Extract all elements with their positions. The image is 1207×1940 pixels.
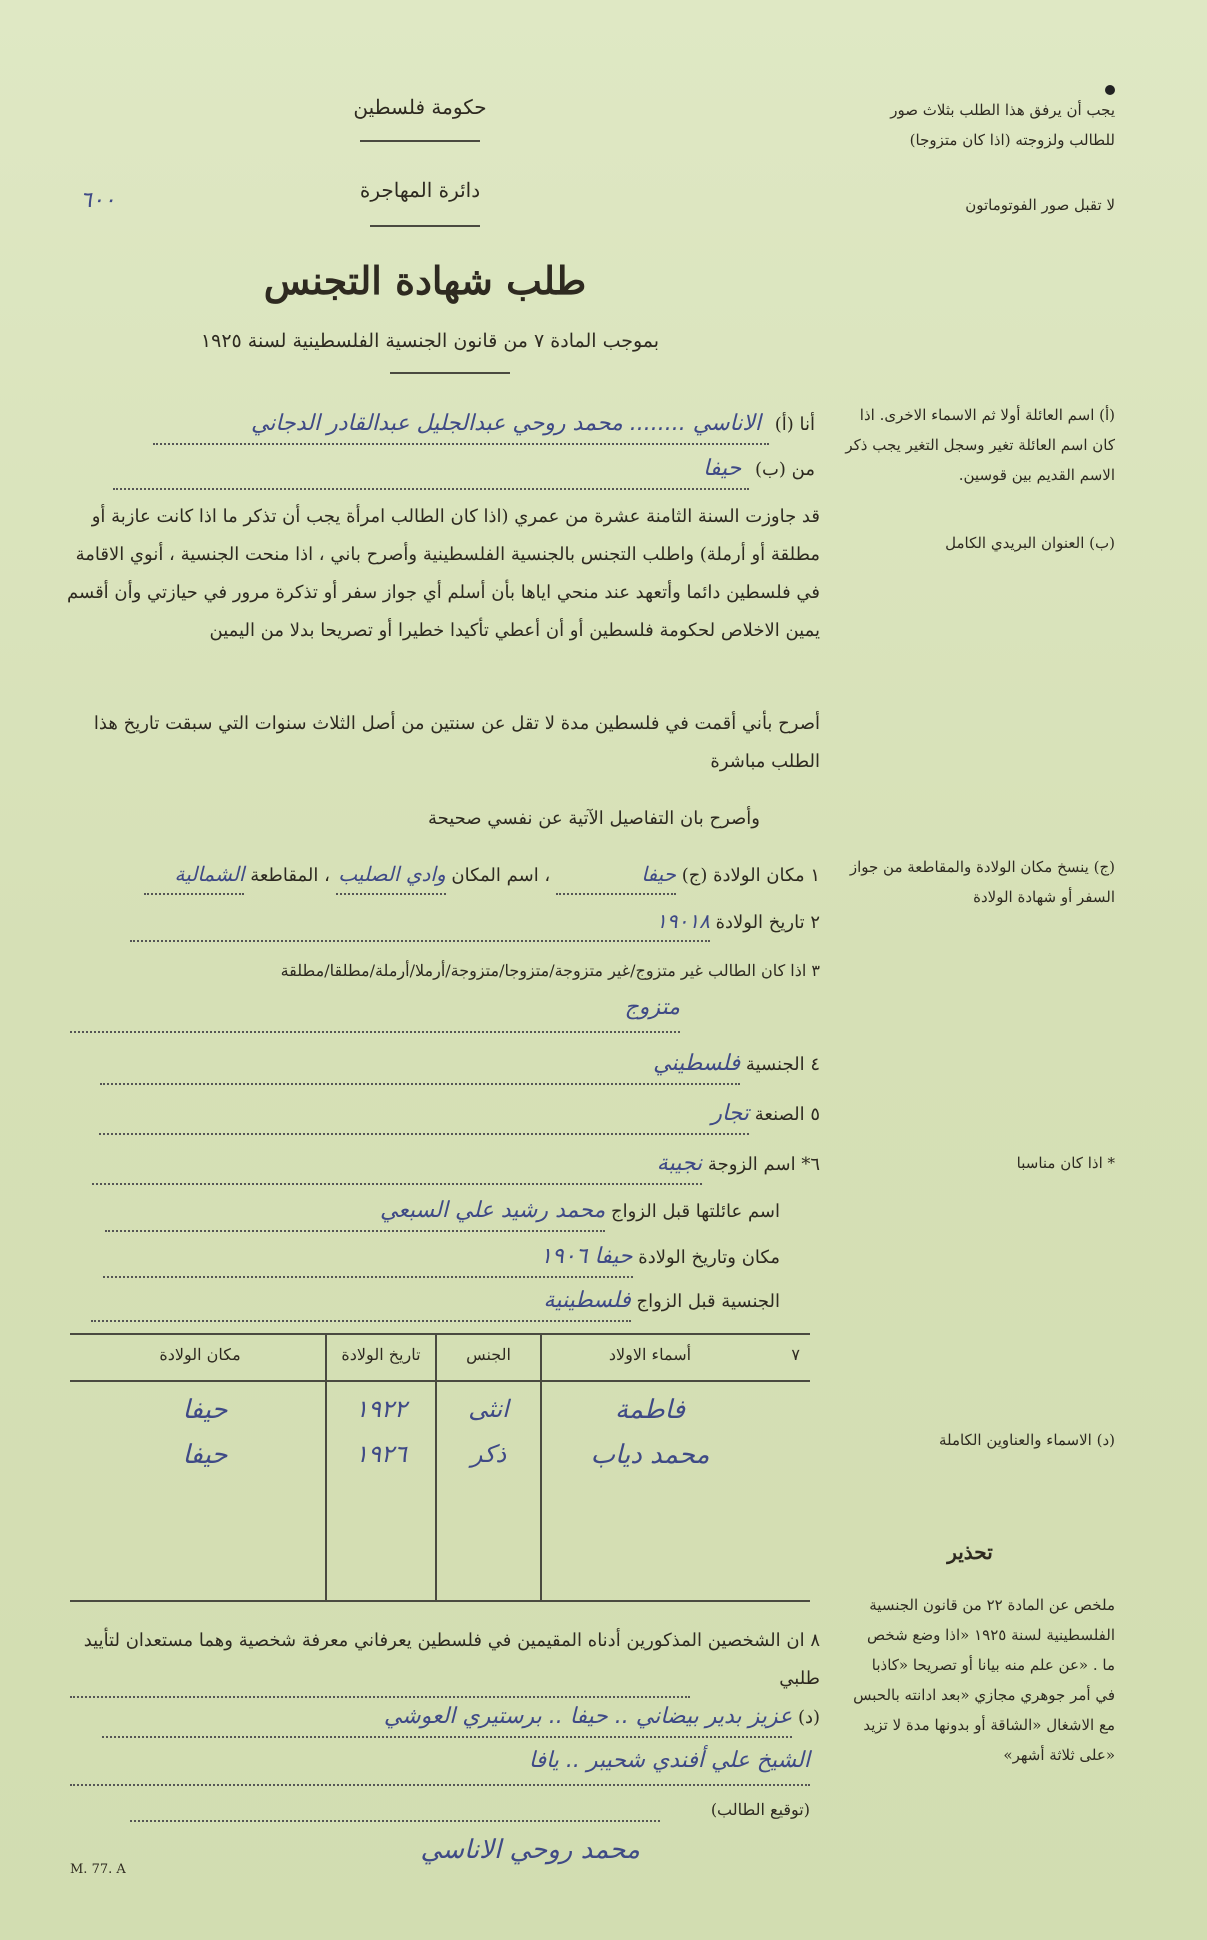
address-row [70, 450, 815, 488]
wife-name-row [60, 1145, 820, 1183]
child-sex: ذكر [470, 1440, 507, 1468]
marital-status-label: ٣ اذا كان الطالب غير متزوج/غير متزوجة/متزوجا/متزوجة/أرملا/أرملة/مطلقا/مطلقة [280, 961, 820, 980]
occupation-row [60, 1095, 820, 1133]
table-bottom-border [70, 1600, 810, 1602]
note-d: (د) الاسماء والعناوين الكاملة [938, 1431, 1115, 1449]
note-star: * اذا كان مناسبا [1016, 1154, 1115, 1172]
wife-birth-field[interactable]: حيفا ١٩٠٦ [103, 1238, 633, 1278]
birthdate-label: ٢ تاريخ الولادة [715, 912, 820, 933]
applicant-name-field[interactable]: الاناسي ........ محمد روحي عبدالجليل عبدالقادر الدجاني [153, 405, 769, 445]
place-name-label: ، اسم المكان [451, 865, 551, 886]
divider [370, 225, 480, 227]
reference-1-field[interactable]: عزيز بدير بيضاني .. حيفا .. برستيري العوشي [102, 1698, 792, 1738]
applicant-name-row [70, 405, 815, 443]
dotted-line [70, 1680, 690, 1698]
reference-label: (د) [797, 1707, 820, 1728]
col-birthplace: مكان الولادة [159, 1345, 241, 1364]
child-birthplace: حيفا [182, 1440, 228, 1470]
department-heading: دائرة المهاجرة [359, 178, 481, 202]
child-birthdate: ١٩٢٦ [355, 1440, 407, 1468]
col-children-names: أسماء الاولاد [608, 1345, 692, 1364]
residence-declaration: أصرح بأني أقمت في فلسطين مدة لا تقل عن سنتين من أصل الثلاث سنوات التي سبقت تاريخ هذا الطلب مباشرة [93, 713, 820, 772]
occupation-field[interactable]: تجار [99, 1095, 749, 1135]
page-subtitle: بموجب المادة ٧ من قانون الجنسية الفلسطينية لسنة ١٩٢٥ [200, 330, 660, 352]
nationality-field[interactable]: فلسطيني [100, 1045, 740, 1085]
signature-label: (توقيع الطالب) [710, 1800, 810, 1819]
reference-row-1 [60, 1698, 820, 1738]
wife-name-field[interactable]: نجيبة [92, 1145, 702, 1185]
nationality-row [60, 1045, 820, 1083]
child-birthdate: ١٩٢٢ [355, 1395, 407, 1423]
reference-2-field[interactable]: الشيخ علي أفندي شحيبر .. يافا [70, 1748, 810, 1786]
district-field[interactable]: الشمالية [144, 855, 244, 895]
col-birthdate: تاريخ الولادة [341, 1345, 421, 1364]
maiden-name-row [60, 1192, 780, 1230]
maiden-name-field[interactable]: محمد رشيد علي السبعي [105, 1192, 605, 1232]
place-name-field[interactable]: وادي الصليب [336, 855, 446, 895]
warning-body: ملخص عن المادة ٢٢ من قانون الجنسية الفلسطينية لسنة ١٩٢٥ «اذا وضع شخص ما . «عن علم منه بيانا أو تصريحا «كاذبا في أمر جوهري مجازي «بعد ادانته بالحبس مع الاشغال «الشاقة أو بدونها مدة لا تزيد «على ثلاثة أشهر» [853, 1596, 1115, 1764]
note-b: (ب) العنوان البريدي الكامل [945, 534, 1115, 552]
marital-status-field[interactable]: متزوج [70, 995, 680, 1033]
nationality-label: ٤ الجنسية [745, 1054, 820, 1075]
district-label: ، المقاطعة [250, 865, 330, 886]
government-heading: حكومة فلسطين [353, 95, 487, 119]
signature-line [130, 1800, 660, 1822]
details-declaration: وأصرح بان التفاصيل الآتية عن نفسي صحيحة [427, 808, 760, 829]
applicant-signature: محمد روحي الاناسي [420, 1835, 640, 1865]
q7-label: ٧ [791, 1345, 800, 1364]
child-name: محمد دياب [590, 1440, 710, 1470]
warning-title: تحذير [947, 1540, 993, 1564]
address-label: من (ب) [754, 459, 815, 480]
applicant-name-label: أنا (أ) [774, 414, 815, 435]
occupation-label: ٥ الصنعة [754, 1104, 820, 1125]
child-sex: انثى [468, 1395, 509, 1423]
references-declaration: ٨ ان الشخصين المذكورين أدناه المقيمين في فلسطين يعرفاني معرفة شخصية وهما مستعدان لتأييد طلبي [83, 1630, 820, 1689]
note-a: (أ) اسم العائلة أولا ثم الاسماء الاخرى. اذا كان اسم العائلة تغير وسجل التغير يجب ذكر الاسم القديم بين قوسين. [845, 406, 1115, 484]
address-field[interactable]: حيفا [113, 450, 749, 490]
maiden-name-label: اسم عائلتها قبل الزواج [610, 1201, 780, 1222]
divider [390, 372, 510, 374]
photo-note: يجب أن يرفق هذا الطلب بثلاث صور للطالب ولزوجته (اذا كان متزوجا) [890, 101, 1115, 149]
wife-nationality-label: الجنسية قبل الزواج [636, 1291, 780, 1312]
col-sex: الجنس [466, 1345, 511, 1364]
table-col-divider [540, 1333, 542, 1600]
wife-birth-label: مكان وتاريخ الولادة [638, 1247, 780, 1268]
table-header-border [70, 1380, 810, 1382]
photo-restriction: لا تقبل صور الفوتوماتون [965, 196, 1115, 214]
wife-nationality-field[interactable]: فلسطينية [91, 1282, 631, 1322]
wife-birth-row [60, 1238, 780, 1276]
form-code: M. 77. A [70, 1862, 126, 1877]
birthplace-row [60, 855, 820, 893]
bullet-icon [1105, 85, 1115, 95]
table-top-border [70, 1333, 810, 1335]
note-c: (ج) ينسخ مكان الولادة والمقاطعة من جواز السفر أو شهادة الولادة [849, 858, 1115, 906]
birthplace-field[interactable]: حيفا [556, 855, 676, 895]
birthdate-row [60, 902, 820, 940]
birthplace-label: ١ مكان الولادة (ج) [681, 865, 820, 886]
wife-nationality-row [60, 1282, 780, 1320]
declaration-paragraph: قد جاوزت السنة الثامنة عشرة من عمري (اذا كان الطالب امرأة يجب أن تذكر ما اذا كانت عازبة أو مطلقة أو أرملة) واطلب التجنس بالجنسية الفلسطينية وأصرح باني ، اذا منحت الجنسية ، أنوي الاقامة في فلسطين دائما وأتعهد عند منحي اياها بأن أسلم أي جواز سفر أو تذكرة مرور في حيازتي وأن أقسم يمين الاخلاص لحكومة فلسطين أو أن أعطي تأكيدا خطيرا أو تصريحا بدلا من اليمين [67, 506, 820, 641]
file-number: ٦٠٠ [80, 188, 116, 213]
wife-name-label: ٦* اسم الزوجة [707, 1154, 820, 1175]
page-title: طلب شهادة التجنس [263, 258, 587, 303]
divider [360, 140, 480, 142]
birthdate-field[interactable]: ١٩٠١٨ [130, 902, 710, 942]
child-birthplace: حيفا [182, 1395, 228, 1425]
child-name: فاطمة [614, 1395, 685, 1425]
